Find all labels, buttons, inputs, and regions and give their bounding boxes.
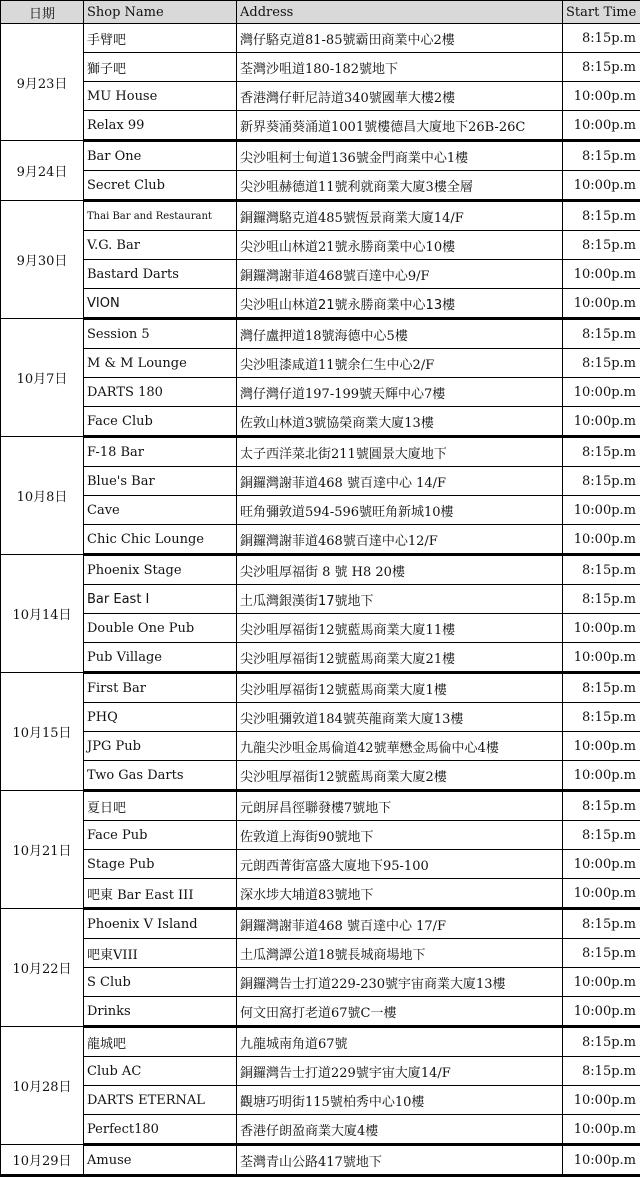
table-row [1, 111, 640, 141]
table-row [1, 909, 640, 939]
table-row [1, 555, 640, 585]
start-time-cell: 10:00p.m [563, 260, 640, 289]
start-time-cell: 8:15p.m [563, 231, 640, 260]
start-time-cell: 10:00p.m [563, 171, 640, 201]
date-header: 日期 [1, 1, 84, 24]
shop-name-cell: Pub Village [84, 643, 237, 673]
start-time-cell: 10:00p.m [563, 879, 640, 909]
table-row [1, 643, 640, 673]
shop-name-cell: Chic Chic Lounge [84, 525, 237, 555]
table-row [1, 1027, 640, 1057]
shop-name-cell: Phoenix Stage [84, 555, 237, 585]
shop-name-cell: Cave [84, 496, 237, 525]
address-cell: 觀塘巧明街115號柏秀中心10樓 [237, 1086, 563, 1115]
table-row [1, 879, 640, 909]
table-row [1, 1086, 640, 1115]
address-cell: 尖沙咀厚福街12號藍馬商業大廈11樓 [237, 614, 563, 643]
shop-name-cell: Double One Pub [84, 614, 237, 643]
shop-name-cell: 夏日吧 [84, 791, 237, 821]
table-row [1, 496, 640, 525]
address-cell: 荃灣沙咀道180-182號地下 [237, 53, 563, 82]
shop-name-cell: 龍城吧 [84, 1027, 237, 1057]
start-time-cell: 10:00p.m [563, 407, 640, 437]
date-cell: 10月8日 [1, 437, 84, 555]
shop-name-cell: V.G. Bar [84, 231, 237, 260]
start-time-cell: 10:00p.m [563, 997, 640, 1027]
address-cell: 灣仔灣仔道197-199號天輝中心7樓 [237, 378, 563, 407]
table-row [1, 1115, 640, 1145]
address-cell: 尖沙咀彌敦道184號英龍商業大廈13樓 [237, 703, 563, 732]
shop-name-cell: Face Pub [84, 821, 237, 850]
start-time-cell: 10:00p.m [563, 643, 640, 673]
shop-name-cell: JPG Pub [84, 732, 237, 761]
start-time-cell: 8:15p.m [563, 319, 640, 349]
table-row [1, 260, 640, 289]
address-cell: 尖沙咀漆咸道11號余仁生中心2/F [237, 349, 563, 378]
address-cell: 深水埗大埔道83號地下 [237, 879, 563, 909]
table-row [1, 1057, 640, 1086]
table-row [1, 141, 640, 171]
table-row [1, 585, 640, 614]
start-time-cell: 8:15p.m [563, 703, 640, 732]
table-row [1, 437, 640, 467]
shop-name-cell: S Club [84, 968, 237, 997]
start-time-cell: 8:15p.m [563, 673, 640, 703]
shop-name-cell: 吧東 Bar East III [84, 879, 237, 909]
shop-name-cell: Session 5 [84, 319, 237, 349]
address-cell: 尖沙咀厚福街12號藍馬商業大廈1樓 [237, 673, 563, 703]
table-row [1, 791, 640, 821]
header-row [1, 1, 640, 24]
start-time-cell: 10:00p.m [563, 1115, 640, 1145]
table-row [1, 378, 640, 407]
shop-name-cell: DARTS 180 [84, 378, 237, 407]
shop-name-cell: Club AC [84, 1057, 237, 1086]
address-cell: 銅鑼灣駱克道485號恆景商業大廈14/F [237, 201, 563, 231]
table-row [1, 968, 640, 997]
start-time-cell: 8:15p.m [563, 939, 640, 968]
start-time-header: Start Time [563, 1, 640, 24]
table-row [1, 614, 640, 643]
table-row [1, 732, 640, 761]
date-cell: 9月24日 [1, 141, 84, 201]
address-cell: 銅鑼灣告士打道229-230號宇宙商業大廈13樓 [237, 968, 563, 997]
shop-name-cell: Face Club [84, 407, 237, 437]
table-row [1, 289, 640, 319]
start-time-cell: 8:15p.m [563, 555, 640, 585]
address-cell: 太子西洋菜北街211號圓景大廈地下 [237, 437, 563, 467]
date-cell: 10月14日 [1, 555, 84, 673]
address-cell: 九龍城南角道67號 [237, 1027, 563, 1057]
shop-name-cell: Two Gas Darts [84, 761, 237, 791]
shop-name-cell: Perfect180 [84, 1115, 237, 1145]
start-time-cell: 10:00p.m [563, 496, 640, 525]
shop-name-cell: Phoenix V Island [84, 909, 237, 939]
date-cell: 10月28日 [1, 1027, 84, 1145]
shop-name-cell: Blue's Bar [84, 467, 237, 496]
address-cell: 佐敦道上海街90號地下 [237, 821, 563, 850]
table-row [1, 673, 640, 703]
shop-name-cell: Bar East I [84, 585, 237, 614]
address-cell: 尖沙咀厚福街12號藍馬商業大廈2樓 [237, 761, 563, 791]
start-time-cell: 10:00p.m [563, 732, 640, 761]
date-cell: 10月7日 [1, 319, 84, 437]
shop-name-cell: 獅子吧 [84, 53, 237, 82]
address-cell: 九龍尖沙咀金馬倫道42號華懋金馬倫中心4樓 [237, 732, 563, 761]
schedule-body [1, 24, 640, 1176]
start-time-cell: 10:00p.m [563, 968, 640, 997]
table-row [1, 1145, 640, 1176]
start-time-cell: 8:15p.m [563, 585, 640, 614]
table-row [1, 703, 640, 732]
table-row [1, 939, 640, 968]
address-cell: 新界葵涌葵涌道1001號樓德昌大廈地下26B-26C [237, 111, 563, 141]
shop-name-cell: DARTS ETERNAL [84, 1086, 237, 1115]
start-time-cell: 8:15p.m [563, 201, 640, 231]
address-cell: 銅鑼灣謝菲道468號百達中心9/F [237, 260, 563, 289]
shop-name-cell: Bastard Darts [84, 260, 237, 289]
shop-name-cell: Thai Bar and Restaurant [84, 201, 237, 231]
address-cell: 銅鑼灣謝菲道468 號百達中心 17/F [237, 909, 563, 939]
shop-name-cell: Relax 99 [84, 111, 237, 141]
address-cell: 尖沙咀厚福街12號藍馬商業大廈21樓 [237, 643, 563, 673]
start-time-cell: 10:00p.m [563, 1086, 640, 1115]
date-cell: 10月21日 [1, 791, 84, 909]
shop-name-cell: 吧東VIII [84, 939, 237, 968]
address-cell: 香港仔朗盈商業大廈4樓 [237, 1115, 563, 1145]
table-row [1, 53, 640, 82]
shop-name-cell: M & M Lounge [84, 349, 237, 378]
table-row [1, 407, 640, 437]
shop-name-cell: Bar One [84, 141, 237, 171]
address-cell: 元朗西菁街富盛大廈地下95-100 [237, 850, 563, 879]
start-time-cell: 10:00p.m [563, 289, 640, 319]
address-cell: 灣仔駱克道81-85號霸田商業中心2樓 [237, 24, 563, 53]
shop-name-cell: Drinks [84, 997, 237, 1027]
address-cell: 佐敦山林道3號協榮商業大廈13樓 [237, 407, 563, 437]
shop-name-cell: VION [84, 289, 237, 319]
start-time-cell: 10:00p.m [563, 850, 640, 879]
start-time-cell: 8:15p.m [563, 1027, 640, 1057]
shop-name-cell: PHQ [84, 703, 237, 732]
start-time-cell: 8:15p.m [563, 1057, 640, 1086]
start-time-cell: 8:15p.m [563, 821, 640, 850]
address-header: Address [237, 1, 563, 24]
shop-name-cell: 手臂吧 [84, 24, 237, 53]
start-time-cell: 8:15p.m [563, 141, 640, 171]
date-cell: 10月22日 [1, 909, 84, 1027]
date-cell: 10月29日 [1, 1145, 84, 1176]
start-time-cell: 8:15p.m [563, 349, 640, 378]
start-time-cell: 8:15p.m [563, 909, 640, 939]
start-time-cell: 10:00p.m [563, 525, 640, 555]
table-row [1, 201, 640, 231]
table-row [1, 467, 640, 496]
table-row [1, 850, 640, 879]
date-cell: 9月23日 [1, 24, 84, 141]
start-time-cell: 10:00p.m [563, 111, 640, 141]
table-row [1, 231, 640, 260]
start-time-cell: 8:15p.m [563, 467, 640, 496]
address-cell: 何文田窩打老道67號C一樓 [237, 997, 563, 1027]
address-cell: 尖沙咀赫德道11號利就商業大廈3樓全層 [237, 171, 563, 201]
start-time-cell: 8:15p.m [563, 791, 640, 821]
start-time-cell: 8:15p.m [563, 437, 640, 467]
start-time-cell: 10:00p.m [563, 1145, 640, 1176]
address-cell: 尖沙咀山林道21號永勝商業中心10樓 [237, 231, 563, 260]
start-time-cell: 10:00p.m [563, 82, 640, 111]
start-time-cell: 10:00p.m [563, 378, 640, 407]
shop-name-header: Shop Name [84, 1, 237, 24]
start-time-cell: 8:15p.m [563, 53, 640, 82]
shop-name-cell: F-18 Bar [84, 437, 237, 467]
address-cell: 元朗屏昌徑聯發樓7號地下 [237, 791, 563, 821]
date-cell: 9月30日 [1, 201, 84, 319]
start-time-cell: 8:15p.m [563, 24, 640, 53]
table-row [1, 525, 640, 555]
table-row [1, 319, 640, 349]
shop-name-cell: Amuse [84, 1145, 237, 1176]
address-cell: 土瓜灣譚公道18號長城商場地下 [237, 939, 563, 968]
shop-name-cell: First Bar [84, 673, 237, 703]
table-row [1, 82, 640, 111]
table-row [1, 821, 640, 850]
table-row [1, 997, 640, 1027]
address-cell: 灣仔盧押道18號海德中心5樓 [237, 319, 563, 349]
address-cell: 尖沙咀柯士甸道136號金門商業中心1樓 [237, 141, 563, 171]
address-cell: 荃灣青山公路417號地下 [237, 1145, 563, 1176]
table-row [1, 761, 640, 791]
address-cell: 香港灣仔軒尼詩道340號國華大樓2樓 [237, 82, 563, 111]
shop-name-cell: Stage Pub [84, 850, 237, 879]
table-row [1, 171, 640, 201]
address-cell: 尖沙咀厚福街 8 號 H8 20樓 [237, 555, 563, 585]
shop-name-cell: Secret Club [84, 171, 237, 201]
address-cell: 銅鑼灣謝菲道468號百達中心12/F [237, 525, 563, 555]
start-time-cell: 10:00p.m [563, 614, 640, 643]
date-cell: 10月15日 [1, 673, 84, 791]
table-row [1, 349, 640, 378]
address-cell: 土瓜灣銀漢街17號地下 [237, 585, 563, 614]
address-cell: 銅鑼灣謝菲道468 號百達中心 14/F [237, 467, 563, 496]
address-cell: 旺角彌敦道594-596號旺角新城10樓 [237, 496, 563, 525]
start-time-cell: 10:00p.m [563, 761, 640, 791]
table-row [1, 24, 640, 53]
address-cell: 尖沙咀山林道21號永勝商業中心13樓 [237, 289, 563, 319]
shop-name-cell: MU House [84, 82, 237, 111]
address-cell: 銅鑼灣告士打道229號宇宙大廈14/F [237, 1057, 563, 1086]
